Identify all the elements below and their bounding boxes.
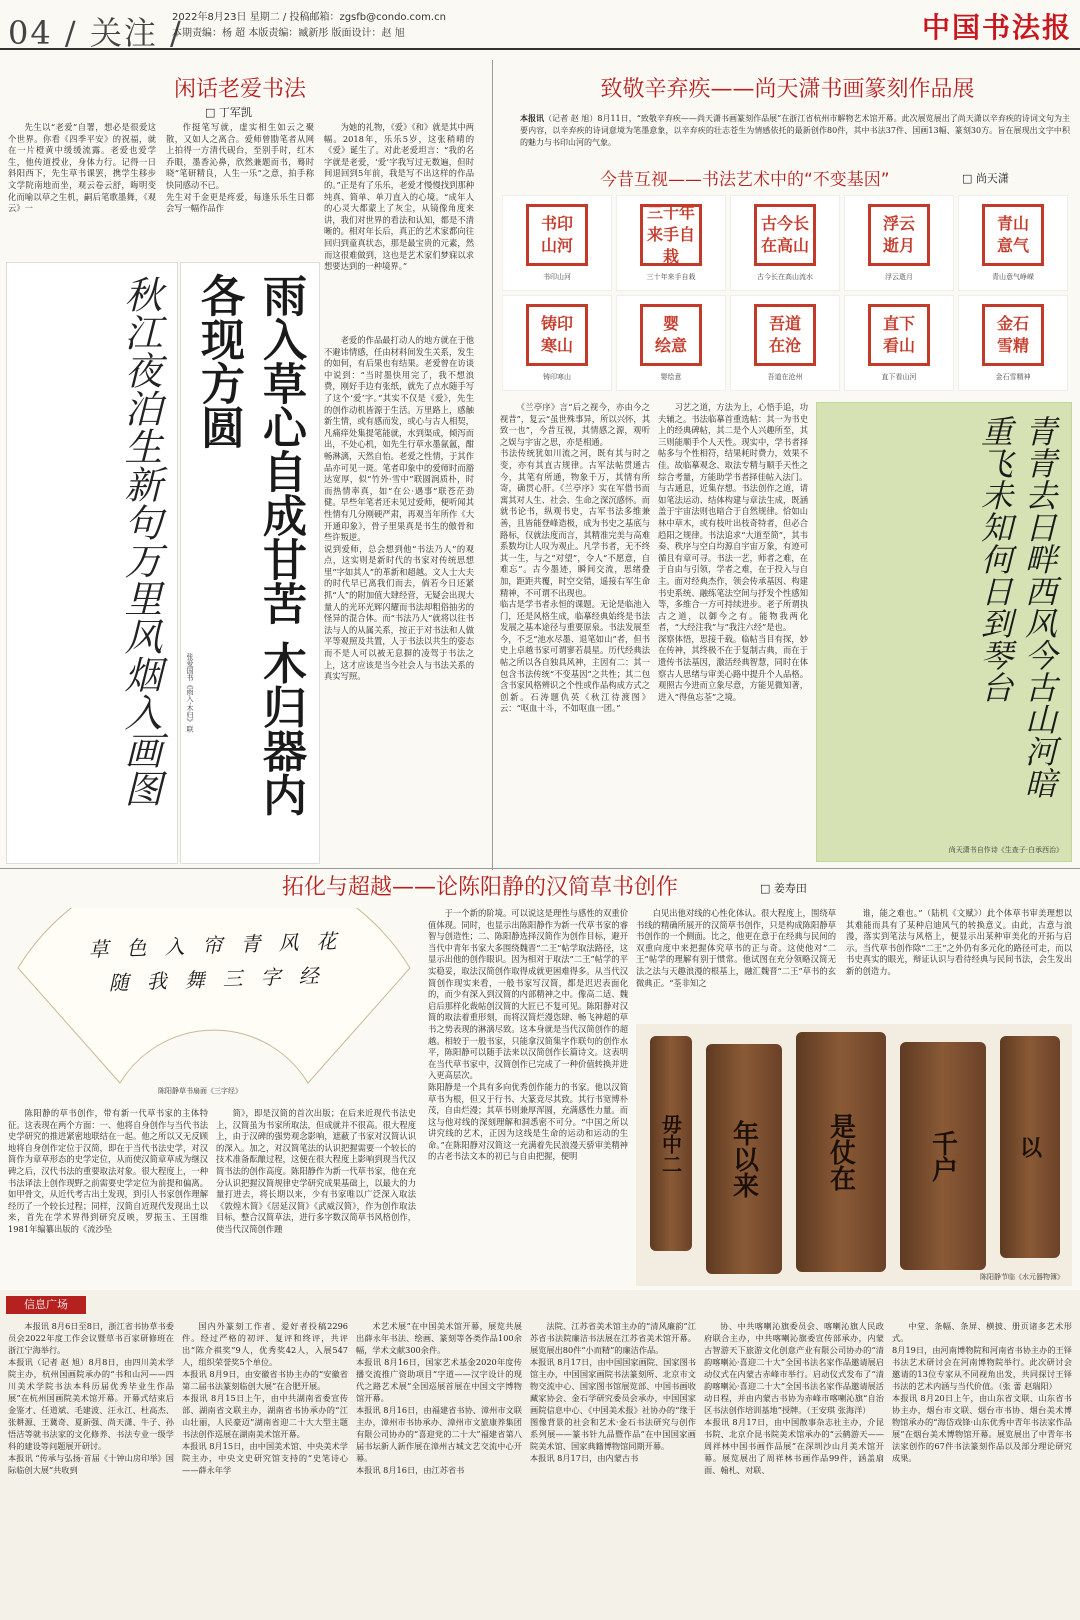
header-meta <box>172 10 446 42</box>
calligraphy-green-scroll <box>816 402 1072 862</box>
seal-label: 吾道在沧州 <box>767 373 803 381</box>
article3-col3: 于一个新的阶境。可以说这是理性与感性的双重价值体现。同时，也显示出陈阳静作为新一代草书家的睿智与创造性；二、陈阳静选择汉简作为创作目标，避开当代中青年书家大多围绕魏晋“二王”帖学取法路径，这显示出他的创作眼识。因为相对于取法“二王”帖学的平实稳妥，取法汉简创作取得成就更困难得多。从当代汉简创作现实来看，一般书家写汉简，都是迟迟表面化的，而少有深入到汉简的内部精神之中。像高二适、魏启后那样化裁帖创汉简的大匠已不复可见。陈阳静对汉简的取法着重形刻，而将汉简烂漫恣肆、畅飞神超的草书之势表现的淋漓尽致。这本身就是当代汉简创作的超越。相较于一般书家，只能拿汉简集字作联句的创作水平，陈阳静可以随手法来以汉简创作长篇诗文。这表明在当代草书家中，汉简创作已完成了一种价值转换并进入更高层次。 陈阳静是一个具有多向优秀创作能力的书家。他以汉简草书为根，但又于行书、大篆竞尽其致。其行书宽博朴茂，自由烂漫；其草书则兼厚浑圆，充满感性力量。而这与他对线的深刻理解和洞悉密不可分。“中国之所以讲究线的艺术，正因为这线是生命的运动和运动的生命。”在陈阳静对汉简这一充满着先民浪漫天骄审美精神的古老书法文本的初已与自由把握，便明 <box>428 908 628 1162</box>
seal-label: 古今长在高山流水 <box>757 273 813 281</box>
seal-label: 三十年来手自栽 <box>646 273 696 281</box>
seal-label: 婴绘意 <box>660 373 682 381</box>
seal-item <box>730 195 840 291</box>
news-col2: 国内外篆刻工作者、爱好者投稿2296件。经过严格的初评、复评和终评，共评出“陈介祺奖”9人，优秀奖42人，入展547人，组织荣誉奖5个单位。 本报讯 8月9日，由安徽省书协主办的“安徽省第二届书法篆刻临创大展”在合肥开展。 本报讯 8月15日上午，由中共湖南省委宣传部、湖南省文联主办，湖南省书协承办的“江山壮丽，人民豪迈”湖南省迎二十大大型主题书法创作巡展在湖南美术馆开幕。 本报讯 8月15日，由中国美术馆、中央美术学院主办，中央文史研究馆支持的“史笔诗心——薛永年学 <box>182 1321 348 1475</box>
masthead-logo: 中国书法报 <box>921 11 1072 44</box>
bamboo-slip-3: 是仗在 <box>796 1032 886 1272</box>
article3-col2: 简》，即是汉简的首次出版；在后来近现代书法史上，汉简虽为书家所取法，但成就并不很高。很大程度上，由于汉碑的强势观念影响，遮蔽了书家对汉简认识的深入。加之，对汉简笔法的认识把握需要一个较长的技术准备酝酿过程，这便在很大程度上影响到现当代汉简书法的创作高度。陈阳静作为新一代草书家，他在充分认识把握汉简规律史学研究成果基础上，以最大的力量打进去，将长期以来，少有书家唯以广泛深入取法《敦煌木简》《居延汉简》《武威汉简》，作为创作取法目标，整合汉简草法，进行多字数汉简草书风格创作，使当代汉简创作踵 <box>216 1108 416 1234</box>
section-name: 关注 <box>89 14 158 52</box>
seal-label: 书印山河 <box>543 273 571 281</box>
calligraphy-text-1: 秋江夜泊生新句万里风烟入画图 <box>118 275 162 807</box>
seal-label: 铸印寒山 <box>543 373 571 381</box>
news-col3: 术艺术展”在中国美术馆开幕，展览共展出薛永年书法、绘画、篆刻等各类作品100余幅，学术文献300余件。 本报讯 8月16日，国家艺术基金2020年度传播交流推广资助项目“字道——汉字设计的现代之路艺术展”全国巡展首展在中国文字博物馆开幕。 本报讯 8月16日，由福建省书协、漳州市文联主办，漳州市书协承办、漳州市文旅康养集团有限公司协办的“喜迎党的二十大”福建省第八届书坛新人新作展在漳州古城文艺交流中心开幕。 本报讯 8月16日，由江苏省书 <box>356 1321 522 1475</box>
article1-col1: 先生以“老爱”自署，想必是很爱这个世界。你看《四季平安》的祝福，就在一片橙黄中缓缓流露。老爱也爱学生，他传道授业，身体力行。记得一日斜阳西下，先生草书课罢，携学生移步文学院南地而坐，观云卷云舒，晦明变化而喻以草之生机，嗣后笔歌墨舞，《观云》一 <box>8 122 156 214</box>
lead-label: 本报讯 <box>520 113 545 123</box>
editors-line: 本期责编：杨 超 本版责编：臧新彤 版面设计：赵 旭 <box>172 28 405 39</box>
date-line: 2022年8月23日 星期二 / 投稿邮箱：zgsfb@condo.com.cn <box>172 12 446 23</box>
article2-title: 致敬辛弃疾——尚天潇书画篆刻作品展 <box>600 77 975 102</box>
seal-stamp: 直下 看山 <box>868 304 930 366</box>
seal-stamp: 三十年 来手自栽 <box>640 204 702 266</box>
seal-stamp: 浮云 逝月 <box>868 204 930 266</box>
article1-col3: 为她的礼物，《爱》《和》就是其中两幅。2018年，乐乐5岁，这张稍晴的《爱》诞生了。对此老爱坦言：“我的名字就是老爱，‘爱’字我写过无数遍，但时间退回到5年前，我是写不出这样的作品的。”正是有了乐乐，老爱才慢慢找到那种纯真、简单、单刀直入的心境。“成年人的心灵大都蒙上了灰尘，从镜像角度来讲，我们对世界的看法和认知，都是不清晰的。相对年长后，真正的艺术家都向往回归到童真状态，那是最宝贵的元素，然而这很难做到，这也是艺术家们梦寐以求想要达到的一种境界。” <box>324 122 474 272</box>
column-divider <box>492 60 493 870</box>
fan-caption: 陈阳静草书扇面《三字经》 <box>158 1087 242 1095</box>
green-scroll-text: 青青去日畔西风今古山河暗重飞未知何日到琴台 <box>976 415 1058 799</box>
news-col6: 中堂、条幅、条屏、横披、册页诸多艺术形式。 8月19日，由河南博物院和河南省书协主办的王铎书法艺术研讨会在河南博物院举行。此次研讨会邀请的13位专家从不同视角出发，共同探讨王铎书法的艺术内涵与当代价值。（张 蕾 赵瑞阳） 本报讯 8月20日上午，由山东省文联、山东省书协主办，烟台市文联、烟台市书协、烟台美术博物馆承办的“海岱戏锋·山东优秀中青年书法家作品展”在烟台美术博物馆开幕。展览展出了中青年书法家创作的67件书法篆刻作品以及部分理论研究成果。 <box>892 1321 1072 1463</box>
seal-item <box>958 295 1068 391</box>
article2-lead: 本报讯（记者 赵 旭）8月11日，“致敬辛弃疾——尚天潇书画篆刻作品展”在浙江省杭州市解物艺术馆开幕。此次展览展出了尚天潇以辛弃疾的诗词文句为主要内容，以辛弃疾的诗词意境为笔墨意象，以辛弃疾的壮志苍生为情感依托的最新创作80件，其中书法37件、国画13幅、篆刻30方。旨在展现出文字中积的魅力与书印山河的气象。 <box>520 113 1070 147</box>
article2-col2: 习艺之道，方法为上，心悟手追，功夫辅之。书法临摹首重选帖：其一为书史上的经典碑帖，其二是个人兴趣所至，其三则能顺手个人天性。现实中，学书者择帖多与个性相符，结果耗时费力，效果不佳。故临摹观念、取法专精与顺手天性之综合考量，方能助学书者择佳帖入法门。 与古通息，近集存想。书法创作之道，请如笔法运动、结体构建与章法生成，既涵盖于宇宙法则也暗合于自然规律。恰如山林中草木，或有枝叶出枝奇特者，但必合趋阳之规律。书法追求“大道至简”，其韦奏、秩序与空白均源自宇宙万象，有迹可循且有章可寻。书法一艺，师者之难，在于自由与引领，学者之难，在于投入与自主。面对经典杰作，领会传承基因、构建书史系统、融练笔法空间与抒发个性感知等，多维合一方可持续进步。老子所谓执古之道，以御今之有。能物我两化者，“大经注我”与“我注六经”是也。 深察体悟，思接千载。临帖当目有探，妙在传神，其终极不在于复制古典，而在于遗传书法基因，激活经典智慧，同时在体察古人思绪与审美心路中提升个人品格。观照古今进而立象尽意，方能见微知著，进入“得鱼忘荃”之境。 <box>658 402 808 702</box>
seal-item <box>502 195 612 291</box>
article3-author: □ 姜寿田 <box>760 882 807 895</box>
seal-label: 浮云逝月 <box>885 273 913 281</box>
seal-item <box>502 295 612 391</box>
news-col5: 协、中共喀喇沁旗委员会、喀喇沁旗人民政府联合主办，中共喀喇沁旗委宣传部承办，内蒙古智游天下旅游文化创意产业有限公司协办的“清韵喀喇沁·喜迎二十大”全国书法名家作品邀请展启动仪式在内蒙古赤峰市举行。启动仪式发布了“清韵喀喇沁·喜迎二十大”全国书法名家作品邀请展活动日程，并由内蒙古书协为赤峰市喀喇沁旗“自治区书法创作培训基地”授牌。（王安琪 张海洋） 本报讯 8月17日，由中国散事杂志社主办，介昆书院、北京介昆书院美术馆承办的“云鹤游天——周祥林中国书画作品展”在深圳沙山月美术馆开幕。展览展出了周祥林书画作品99件，涵盖扇面、翰札、对联、 <box>704 1321 884 1475</box>
seal-stamp: 吾道 在沧 <box>754 304 816 366</box>
seal-stamp: 书印 山河 <box>526 204 588 266</box>
calligraphy-caption-couplet: 张爱国书《雨入·木归》联 <box>186 653 194 733</box>
seal-label: 金石雪精神 <box>995 373 1031 381</box>
page-number: 04 / 关注 / <box>8 14 183 52</box>
seal-stamp: 青山 意气 <box>982 204 1044 266</box>
bamboo-slip-4: 千户 <box>900 1042 986 1270</box>
bamboo-slips-photo <box>636 1024 1072 1286</box>
seal-stamp: 金石 雪精 <box>982 304 1044 366</box>
bamboo-slip-5: 以 <box>1000 1036 1060 1258</box>
news-col4: 法院、江苏省美术馆主办的“清风廉韵”江苏省书法院廉洁书法展在江苏省美术馆开幕。展览展出80件“小而精”的廉洁作品。 本报讯 8月17日，由中国国家画院、国家图书馆主办，中国国家画院书法篆刻所、北京市文物交流中心、国家图书馆展览部、中国书画收藏家协会、金石学研究委员会承办，中国国家画院信息中心、《中国美术报》社协办的“缘于图像背景的社会和艺术·金石书法研究与创作系列展——篆书针九品暨作品”在中国国家画院美术馆、国家典籍博物馆同期开幕。 本报讯 8月17日，由内蒙古书 <box>530 1321 696 1463</box>
article2-author: □ 尚天潇 <box>962 172 1009 185</box>
seal-label: 直下看山河 <box>881 373 917 381</box>
article3-title: 拓化与超越——论陈阳静的汉简草书创作 <box>281 875 678 900</box>
seal-label: 青山意气峥嵘 <box>992 273 1034 281</box>
news-heading: 信息广场 <box>6 1296 86 1314</box>
section-divider <box>0 868 1080 869</box>
seal-item <box>958 195 1068 291</box>
article3-col4: 白见出他对线的心性化体认。很大程度上，围绕草书线的精确所展开的汉简草书创作，只是构成陈阳静草书创作的一个侧面。比之，他更在意于在经典与民间的双重向度中来把握体究草书的正与奇。这使他对“二王”帖学的理解有别于惯常。他试图在充分领略汉简无法之法与天趣浪漫的根基上，融汇魏晋“二王”草书的玄微典正。“荃非知之 <box>636 908 836 988</box>
seal-item <box>844 195 954 291</box>
bamboo-slip-1: 毋中二 <box>650 1036 692 1251</box>
calligraphy-scroll-1 <box>6 262 178 864</box>
article1-title: 闲话老爱书法 <box>173 77 306 102</box>
green-scroll-caption: 尚天潇书自作诗《生查子·白承西治》 <box>948 846 1063 854</box>
bamboo-slip-2: 年以来 <box>706 1044 782 1274</box>
seal-stamp: 铸印 寒山 <box>526 304 588 366</box>
article1-author: □ 丁军凯 <box>205 106 252 119</box>
seal-item <box>730 295 840 391</box>
fan-text: 草色入帘青风花随我舞三字经 <box>88 928 355 995</box>
article1-col4: 老爱的作品最打动人的地方就在于他不避讳情感，任由材料间发生关系，发生的如何，有后果也有结果。老爱曾在访谈中说到：“当时墨快用完了，我不想浪费，刚好手边有张纸，就先了点水随手写了这个‘爱’字。”其实不仅是《爱》，先生的创作动机皆源于生活。万里路上，感触新生情，或有感而发，或心与古人相契，凡痛痒处集提笔能就，水到渠成，倾泻而出，不处心机，如先生行草水墨氤氲，酣畅淋漓，天然自怡。老爱之性情，于其作品亦可见一斑。笔者印象中的爱师时而豁达宽厚，似“竹外·雪中”联圆润质朴，时而热情率真，如“在公·遇事”联苍茫劲健。早些年笔者还未见过爱师，便听闻其性情有几分刚硬严肃，再观当年所作《大开通印象》，骨子里果真是书生的傲骨和些许叛逆。 说到爱师，总会想到他“书法乃人”的观点，这实则是新时代的书家对传统思想里“字如其人”的革新和超越。文人士大夫的时代早已离我们而去，倘若今日还紧抓“人”的附加值大肆经营，无疑会出现大量人的光环光辉闪耀而书法却粗俗抽劣的怪异的混合体。而“书法乃人”就将以往书法与人的从属关系，按正于对书法和人做平等观照及共置，人于书法以共生的姿态而不是人可以被无息摒的凌驾于书法之上，这才应该是当今社会人与书法关系的真实写照。 <box>324 335 474 682</box>
news-col1: 本报讯 8月6日至8日，浙江省书协草书委员会2022年度工作会议暨草书百家研修班在浙江宁海举行。 本报讯（记者 赵 旭）8月8日，由四川美术学院主办，杭州国画院承办的“书和山河——四川美术学院书法本科历届优秀毕业生作品展”在杭州国画院美术馆开幕。开幕式结束后金鉴才、任道斌、毛建波、汪永江、杜高杰、张耕源、王冀奇、夏新强、尚天潇、牛子、孙悟洁等就书法家的文化修养、书法专业一级学科的建设等问题展开研讨。 本报讯 “传承与弘扬·首届《十钟山房印举》国际临创大展”共收到 <box>8 1321 174 1475</box>
article2-col1: 《兰亭序》言“后之视今，亦由今之视昔”，复云“虽世殊事异，所以兴怀，其致一也”，今昔互视，其情感之源，观听之娱与宇宙之思，亦是相通。 书法传统犹如川流之河，既有其与时之变，亦有其直古规律。古军法帖贯通古今，其笔有所通，物象千万，其情有所寄，确贯心肝。《兰亭序》实在军借书而寓其对人生、社会、生命之深沉感怀。而就书论书，纵观书史，古军书法多维兼善，且皆能登峰造极，成为书史之基底与路标，仅就法度而言，其精准完美与高难系数均让人叹为观止。凡学书者，无不终其一生，与之“对望”，令人“不愿意，自难忘”。古今墨迹，瞬间交流，思绪叠加，距距共覆，时空交错，遥接右军生命精神，不可谓不出现也。 临古是学书者永恒的课题。无论是临池入门，还是风格生成，临摹经典始终是书法发展之基本途径与重要原泉。书法发展至今，不乏“池水尽墨、退笔如山”者，但书史上卓越书家可谓寥若晨星。历代经典法帖之所以各自独具风神，主因有二：其一包含书法传统“不变基因”之共性；其二包含书家风格辨识之个性或作品构成方式之创新。石涛题仇英《秋江待渡图》云：“呕血十斗，不如呕血一团。” <box>500 402 650 714</box>
article3-col1: 陈阳静的草书创作，带有新一代草书家的主体特征。这表现在两个方面：一、他将自身创作与当代书法史学研究的推进紧密地联结在一起。他之所以又无反顾地将自身创作定位于汉简，即在于当代书法史学，对汉简作为章草形态的史学定位，从而使汉简章草成为继汉碑之后，汉代书法的重要取法对象。很大程度上，一种书法译法上创作现野之前需要史学定位为前提和偏离。如甲骨文，从近代考古出土发现，到引人书家创作理解经历了一个较长过程；同样，汉简自近现代发现出土以来，首先在学术界得到研究反映，罗振玉、王国维1981年编纂出版的《流沙坠 <box>8 1108 208 1234</box>
article3-col5: 谁，能之难也。”（陆机《文赋》）此个体草书审美理想以其难能而具有了某种启迪风气的转换意义。由此，古意与浪漫，落实到笔法与风格上，便显示出某种审美化的开拓与启示。当代草书创作除“二王”之外仍有多元化的路径可走，而以书史真实的眼光，辩证认识与看待经典与民间书法，会生发出新的创造力。 <box>846 908 1072 976</box>
seal-item <box>616 195 726 291</box>
calligraphy-couplet <box>180 262 320 864</box>
calligraphy-text-2: 雨入草心自成甘苦 木归器内各现方圆 <box>193 273 306 817</box>
bamboo-caption: 陈阳静节临《水元器物簿》 <box>980 1273 1064 1281</box>
article2-subtitle: 今昔互视——书法艺术中的“不变基因” <box>600 170 890 190</box>
seal-gallery <box>502 195 1072 395</box>
seal-stamp: 古今长 在高山 <box>754 204 816 266</box>
seal-item <box>844 295 954 391</box>
fan-painting <box>8 908 420 1100</box>
article1-col2: 作挺笔写就，虚实相生如云之聚散，又如人之离合。爱师曾勖笔者从网上拍得一方清代砚台，至别手时，红木乔眼，墨香沁鼻，欣然兼题而书，蓦时晓“笔研精良，人生一乐”之意，拍手称快同感动不已。 先生对千金更是疼爱，每逢乐乐生日都会写一幅作品作 <box>166 122 314 214</box>
seal-stamp: 婴 绘意 <box>640 304 702 366</box>
seal-item <box>616 295 726 391</box>
